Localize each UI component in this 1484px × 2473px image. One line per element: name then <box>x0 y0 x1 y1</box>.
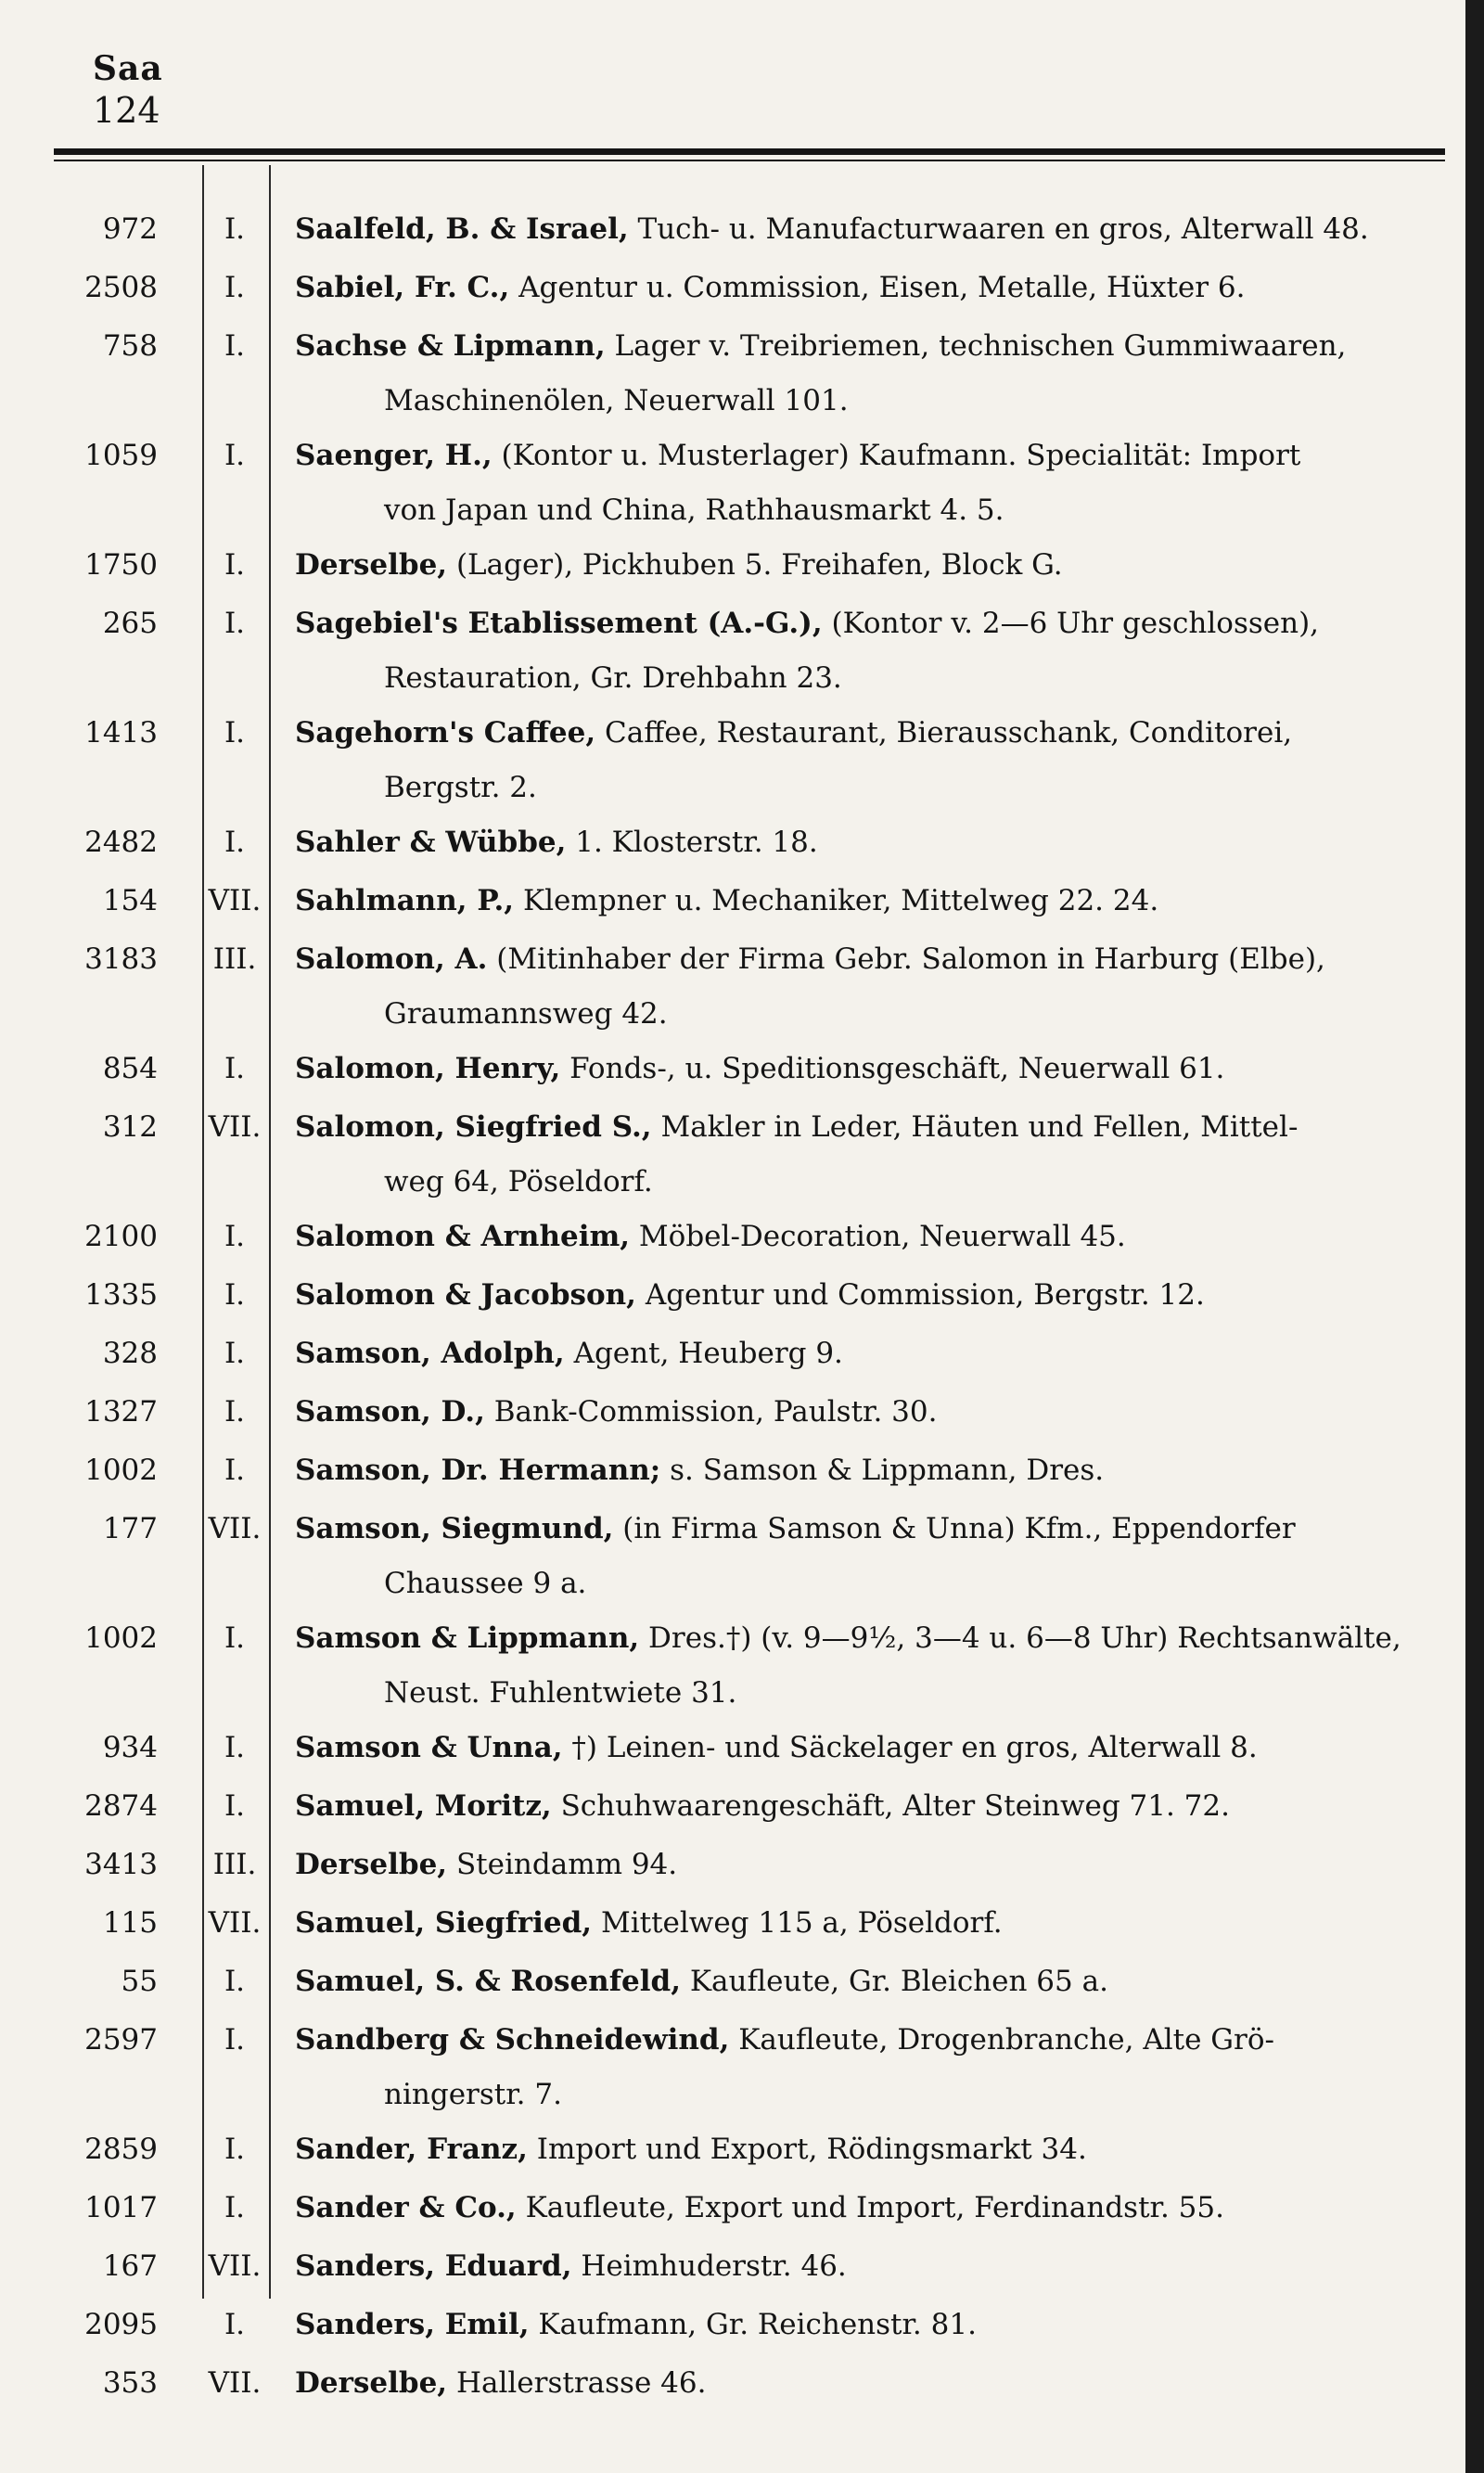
entry-text <box>295 1100 1430 1210</box>
entry-description: (Lager), Pickhuben 5. Freihafen, Block G. <box>447 548 1063 582</box>
entry-description: Makler in Leder, Häuten und Fellen, Mittel- <box>651 1110 1298 1144</box>
entry-text <box>295 706 1430 815</box>
entry-name: Samson, D., <box>295 1395 485 1429</box>
entry-district: VII. <box>208 2249 262 2283</box>
entry-text <box>295 1042 1430 1096</box>
entry-number: 353 <box>102 2366 158 2400</box>
entry-first-line <box>295 2181 1430 2236</box>
entry-continuation: ningerstr. 7. <box>384 2078 562 2111</box>
entry-description: Fonds-, u. Speditionsgeschäft, Neuerwall 61. <box>560 1052 1225 1085</box>
entry-name: Derselbe, <box>295 2366 448 2400</box>
entry-first-line <box>295 1838 1430 1892</box>
entry-text <box>295 1896 1430 1951</box>
entry-description: Kaufleute, Gr. Bleichen 65 a. <box>681 1965 1108 1998</box>
directory-entry <box>0 429 1447 538</box>
entry-first-line <box>295 2298 1430 2352</box>
directory-entries <box>0 202 1447 2415</box>
entry-district: I. <box>224 1621 246 1655</box>
entry-text <box>295 932 1430 1042</box>
directory-entry <box>0 1210 1447 1268</box>
entry-number: 115 <box>102 1906 158 1940</box>
directory-entry <box>0 1838 1447 1896</box>
entry-first-line <box>295 596 1430 651</box>
entry-district: I. <box>224 2133 246 2166</box>
entry-district: I. <box>224 716 246 750</box>
entry-number: 265 <box>102 607 158 640</box>
entry-description: (Kontor v. 2—6 Uhr geschlossen), <box>822 607 1320 640</box>
entry-name: Sander, Franz, <box>295 2133 528 2166</box>
directory-entry <box>0 1611 1447 1721</box>
entry-description: Möbel-Decoration, Neuerwall 45. <box>630 1220 1126 1253</box>
entry-number: 1059 <box>84 439 158 472</box>
directory-entry <box>0 538 1447 596</box>
entry-name: Sander & Co., <box>295 2191 517 2224</box>
directory-entry <box>0 319 1447 429</box>
entry-description: Kaufleute, Export und Import, Ferdinandstr. 55. <box>516 2191 1224 2224</box>
entry-description: Tuch- u. Manufacturwaaren en gros, Alterwall 48. <box>628 212 1369 246</box>
entry-text <box>295 429 1430 538</box>
entry-description: Heimhuderstr. 46. <box>571 2249 847 2283</box>
entry-district: I. <box>224 212 246 246</box>
entry-number: 3183 <box>84 942 158 976</box>
entry-text <box>295 1838 1430 1892</box>
entry-first-line <box>295 1210 1430 1264</box>
entry-description: Schuhwaarengeschäft, Alter Steinweg 71. 72. <box>551 1789 1230 1823</box>
entry-first-line <box>295 706 1430 761</box>
entry-continuation: weg 64, Pöseldorf. <box>384 1165 653 1198</box>
directory-entry <box>0 1443 1447 1502</box>
entry-district: I. <box>224 271 246 304</box>
entry-description: Kaufmann, Gr. Reichenstr. 81. <box>529 2308 977 2341</box>
entry-name: Saalfeld, B. & Israel, <box>295 212 629 246</box>
entry-first-line <box>295 2239 1430 2294</box>
entry-text <box>295 1954 1430 2009</box>
directory-entry <box>0 2298 1447 2356</box>
directory-entry <box>0 1042 1447 1100</box>
entry-number: 972 <box>102 212 158 246</box>
entry-continuation: Graumannsweg 42. <box>384 997 668 1031</box>
entry-district: I. <box>224 329 246 363</box>
entry-district: VII. <box>208 884 262 917</box>
entry-text <box>295 202 1430 257</box>
entry-district: I. <box>224 1789 246 1823</box>
entry-district: I. <box>224 1220 246 1253</box>
entry-number: 2100 <box>84 1220 158 1253</box>
entry-name: Sabiel, Fr. C., <box>295 271 510 304</box>
entry-first-line <box>295 202 1430 257</box>
page-header <box>93 48 163 132</box>
entry-description: Dres.†) (v. 9—9½, 3—4 u. 6—8 Uhr) Rechtsanwälte, <box>639 1621 1401 1655</box>
entry-first-line <box>295 932 1430 987</box>
entry-number: 3413 <box>84 1848 158 1881</box>
entry-name: Saenger, H., <box>295 439 493 472</box>
entry-number: 2597 <box>84 2023 158 2057</box>
entry-text <box>295 2356 1430 2411</box>
directory-entry <box>0 815 1447 874</box>
entry-number: 328 <box>102 1337 158 1370</box>
entry-name: Samson & Unna, <box>295 1731 563 1764</box>
page-edge-shadow <box>1465 0 1484 2473</box>
entry-text <box>295 319 1430 429</box>
entry-text <box>295 1502 1430 1611</box>
entry-number: 2874 <box>84 1789 158 1823</box>
entry-text <box>295 1443 1430 1498</box>
entry-number: 2859 <box>84 2133 158 2166</box>
section-abbreviation: Saa <box>93 49 163 88</box>
entry-description: Agentur und Commission, Bergstr. 12. <box>635 1278 1205 1312</box>
entry-description: Kaufleute, Drogenbranche, Alte Grö- <box>729 2023 1275 2057</box>
entry-first-line <box>295 1502 1430 1557</box>
entry-name: Samuel, Moritz, <box>295 1789 552 1823</box>
directory-entry <box>0 596 1447 706</box>
entry-number: 934 <box>102 1731 158 1764</box>
entry-description: (in Firma Samson & Unna) Kfm., Eppendorfer <box>613 1512 1296 1545</box>
entry-district: III. <box>212 1848 257 1881</box>
entry-number: 2095 <box>84 2308 158 2341</box>
entry-number: 1750 <box>84 548 158 582</box>
entry-description: Steindamm 94. <box>447 1848 678 1881</box>
entry-continuation: Maschinenölen, Neuerwall 101. <box>384 384 849 417</box>
entry-description: Klempner u. Mechaniker, Mittelweg 22. 24. <box>514 884 1159 917</box>
entry-number: 854 <box>102 1052 158 1085</box>
entry-description: Mittelweg 115 a, Pöseldorf. <box>592 1906 1003 1940</box>
directory-entry <box>0 932 1447 1042</box>
entry-continuation: Chaussee 9 a. <box>384 1567 587 1600</box>
entry-description: (Kontor u. Musterlager) Kaufmann. Specialität: Import <box>492 439 1301 472</box>
entry-text <box>295 261 1430 315</box>
entry-first-line <box>295 1779 1430 1834</box>
entry-name: Salomon, Siegfried S., <box>295 1110 652 1144</box>
entry-name: Samson, Siegmund, <box>295 1512 614 1545</box>
entry-district: I. <box>224 439 246 472</box>
entry-description: Import und Export, Rödingsmarkt 34. <box>527 2133 1087 2166</box>
entry-text <box>295 596 1430 706</box>
entry-district: VII. <box>208 1512 262 1545</box>
entry-description: Caffee, Restaurant, Bierausschank, Conditorei, <box>595 716 1293 750</box>
entry-number: 55 <box>121 1965 158 1998</box>
entry-number: 1002 <box>84 1621 158 1655</box>
entry-name: Salomon & Arnheim, <box>295 1220 631 1253</box>
entry-name: Sagehorn's Caffee, <box>295 716 596 750</box>
entry-first-line <box>295 1896 1430 1951</box>
entry-name: Samson & Lippmann, <box>295 1621 640 1655</box>
entry-continuation: Neust. Fuhlentwiete 31. <box>384 1676 737 1710</box>
entry-continuation: von Japan und China, Rathhausmarkt 4. 5. <box>384 493 1004 527</box>
entry-district: III. <box>212 942 257 976</box>
entry-first-line <box>295 815 1430 870</box>
entry-text <box>295 1210 1430 1264</box>
directory-entry <box>0 2356 1447 2415</box>
entry-first-line <box>295 1042 1430 1096</box>
directory-entry <box>0 261 1447 319</box>
entry-first-line <box>295 1326 1430 1381</box>
entry-first-line <box>295 2013 1430 2068</box>
entry-first-line <box>295 538 1430 593</box>
entry-district: VII. <box>208 1110 262 1144</box>
entry-description: s. Samson & Lippmann, Dres. <box>660 1454 1105 1487</box>
header-rule-thin <box>54 160 1445 161</box>
entry-number: 1413 <box>84 716 158 750</box>
entry-district: I. <box>224 2023 246 2057</box>
directory-entry <box>0 202 1447 261</box>
entry-text <box>295 1326 1430 1381</box>
directory-entry <box>0 1779 1447 1838</box>
directory-entry <box>0 1100 1447 1210</box>
entry-number: 1327 <box>84 1395 158 1429</box>
entry-name: Salomon, A. <box>295 942 488 976</box>
entry-district: I. <box>224 1052 246 1085</box>
directory-entry <box>0 874 1447 932</box>
entry-description: Bank-Commission, Paulstr. 30. <box>484 1395 938 1429</box>
entry-number: 1017 <box>84 2191 158 2224</box>
entry-name: Samson, Dr. Hermann; <box>295 1454 661 1487</box>
entry-description: 1. Klosterstr. 18. <box>566 826 818 859</box>
directory-entry <box>0 1326 1447 1385</box>
entry-number: 2482 <box>84 826 158 859</box>
entry-number: 312 <box>102 1110 158 1144</box>
entry-name: Derselbe, <box>295 1848 448 1881</box>
entry-text <box>295 2122 1430 2177</box>
entry-description: †) Leinen- und Säckelager en gros, Alterwall 8. <box>562 1731 1258 1764</box>
entry-district: VII. <box>208 2366 262 2400</box>
entry-description: Agent, Heuberg 9. <box>564 1337 843 1370</box>
entry-number: 2508 <box>84 271 158 304</box>
entry-district: I. <box>224 1731 246 1764</box>
entry-name: Samuel, S. & Rosenfeld, <box>295 1965 682 1998</box>
entry-number: 1335 <box>84 1278 158 1312</box>
entry-text <box>295 1268 1430 1323</box>
entry-number: 177 <box>102 1512 158 1545</box>
header-rule-thick <box>54 148 1445 155</box>
entry-district: I. <box>224 2191 246 2224</box>
entry-district: I. <box>224 1278 246 1312</box>
directory-entry <box>0 1268 1447 1326</box>
entry-description: Lager v. Treibriemen, technischen Gummiwaaren, <box>605 329 1347 363</box>
entry-name: Sanders, Emil, <box>295 2308 530 2341</box>
entry-text <box>295 538 1430 593</box>
entry-name: Sahlmann, P., <box>295 884 515 917</box>
directory-entry <box>0 1954 1447 2013</box>
directory-entry <box>0 2181 1447 2239</box>
entry-text <box>295 1779 1430 1834</box>
entry-description: Agentur u. Commission, Eisen, Metalle, Hüxter 6. <box>509 271 1246 304</box>
entry-district: I. <box>224 1395 246 1429</box>
entry-text <box>295 2298 1430 2352</box>
entry-district: I. <box>224 607 246 640</box>
entry-first-line <box>295 1721 1430 1775</box>
entry-district: I. <box>224 826 246 859</box>
entry-first-line <box>295 2122 1430 2177</box>
directory-entry <box>0 1896 1447 1954</box>
entry-first-line <box>295 1100 1430 1155</box>
entry-name: Sagebiel's Etablissement (A.-G.), <box>295 607 823 640</box>
directory-entry <box>0 2239 1447 2298</box>
entry-district: I. <box>224 1454 246 1487</box>
entry-first-line <box>295 1443 1430 1498</box>
entry-district: I. <box>224 1965 246 1998</box>
entry-first-line <box>295 2356 1430 2411</box>
entry-first-line <box>295 261 1430 315</box>
entry-district: I. <box>224 1337 246 1370</box>
entry-number: 1002 <box>84 1454 158 1487</box>
entry-name: Salomon, Henry, <box>295 1052 561 1085</box>
entry-first-line <box>295 1385 1430 1440</box>
entry-district: I. <box>224 548 246 582</box>
entry-name: Sandberg & Schneidewind, <box>295 2023 730 2057</box>
directory-entry <box>0 1721 1447 1779</box>
entry-name: Salomon & Jacobson, <box>295 1278 636 1312</box>
entry-text <box>295 874 1430 929</box>
entry-text <box>295 815 1430 870</box>
page-number: 124 <box>93 90 160 131</box>
entry-text <box>295 1721 1430 1775</box>
directory-entry <box>0 2122 1447 2181</box>
entry-number: 167 <box>102 2249 158 2283</box>
entry-first-line <box>295 1268 1430 1323</box>
entry-first-line <box>295 1611 1430 1666</box>
entry-name: Samuel, Siegfried, <box>295 1906 593 1940</box>
entry-text <box>295 1385 1430 1440</box>
entry-description: (Mitinhaber der Firma Gebr. Salomon in Harburg (Elbe), <box>487 942 1325 976</box>
entry-first-line <box>295 429 1430 483</box>
entry-name: Derselbe, <box>295 548 448 582</box>
entry-number: 154 <box>102 884 158 917</box>
directory-entry <box>0 706 1447 815</box>
entry-name: Sahler & Wübbe, <box>295 826 567 859</box>
entry-number: 758 <box>102 329 158 363</box>
entry-text <box>295 2239 1430 2294</box>
entry-continuation: Bergstr. 2. <box>384 771 537 804</box>
entry-name: Sanders, Eduard, <box>295 2249 572 2283</box>
entry-continuation: Restauration, Gr. Drehbahn 23. <box>384 661 842 695</box>
entry-description: Hallerstrasse 46. <box>447 2366 707 2400</box>
entry-name: Sachse & Lipmann, <box>295 329 606 363</box>
entry-text <box>295 2013 1430 2122</box>
entry-district: VII. <box>208 1906 262 1940</box>
entry-text <box>295 1611 1430 1721</box>
entry-first-line <box>295 1954 1430 2009</box>
directory-entry <box>0 1502 1447 1611</box>
entry-name: Samson, Adolph, <box>295 1337 565 1370</box>
directory-entry <box>0 1385 1447 1443</box>
entry-text <box>295 2181 1430 2236</box>
directory-entry <box>0 2013 1447 2122</box>
entry-district: I. <box>224 2308 246 2341</box>
entry-first-line <box>295 874 1430 929</box>
entry-first-line <box>295 319 1430 374</box>
